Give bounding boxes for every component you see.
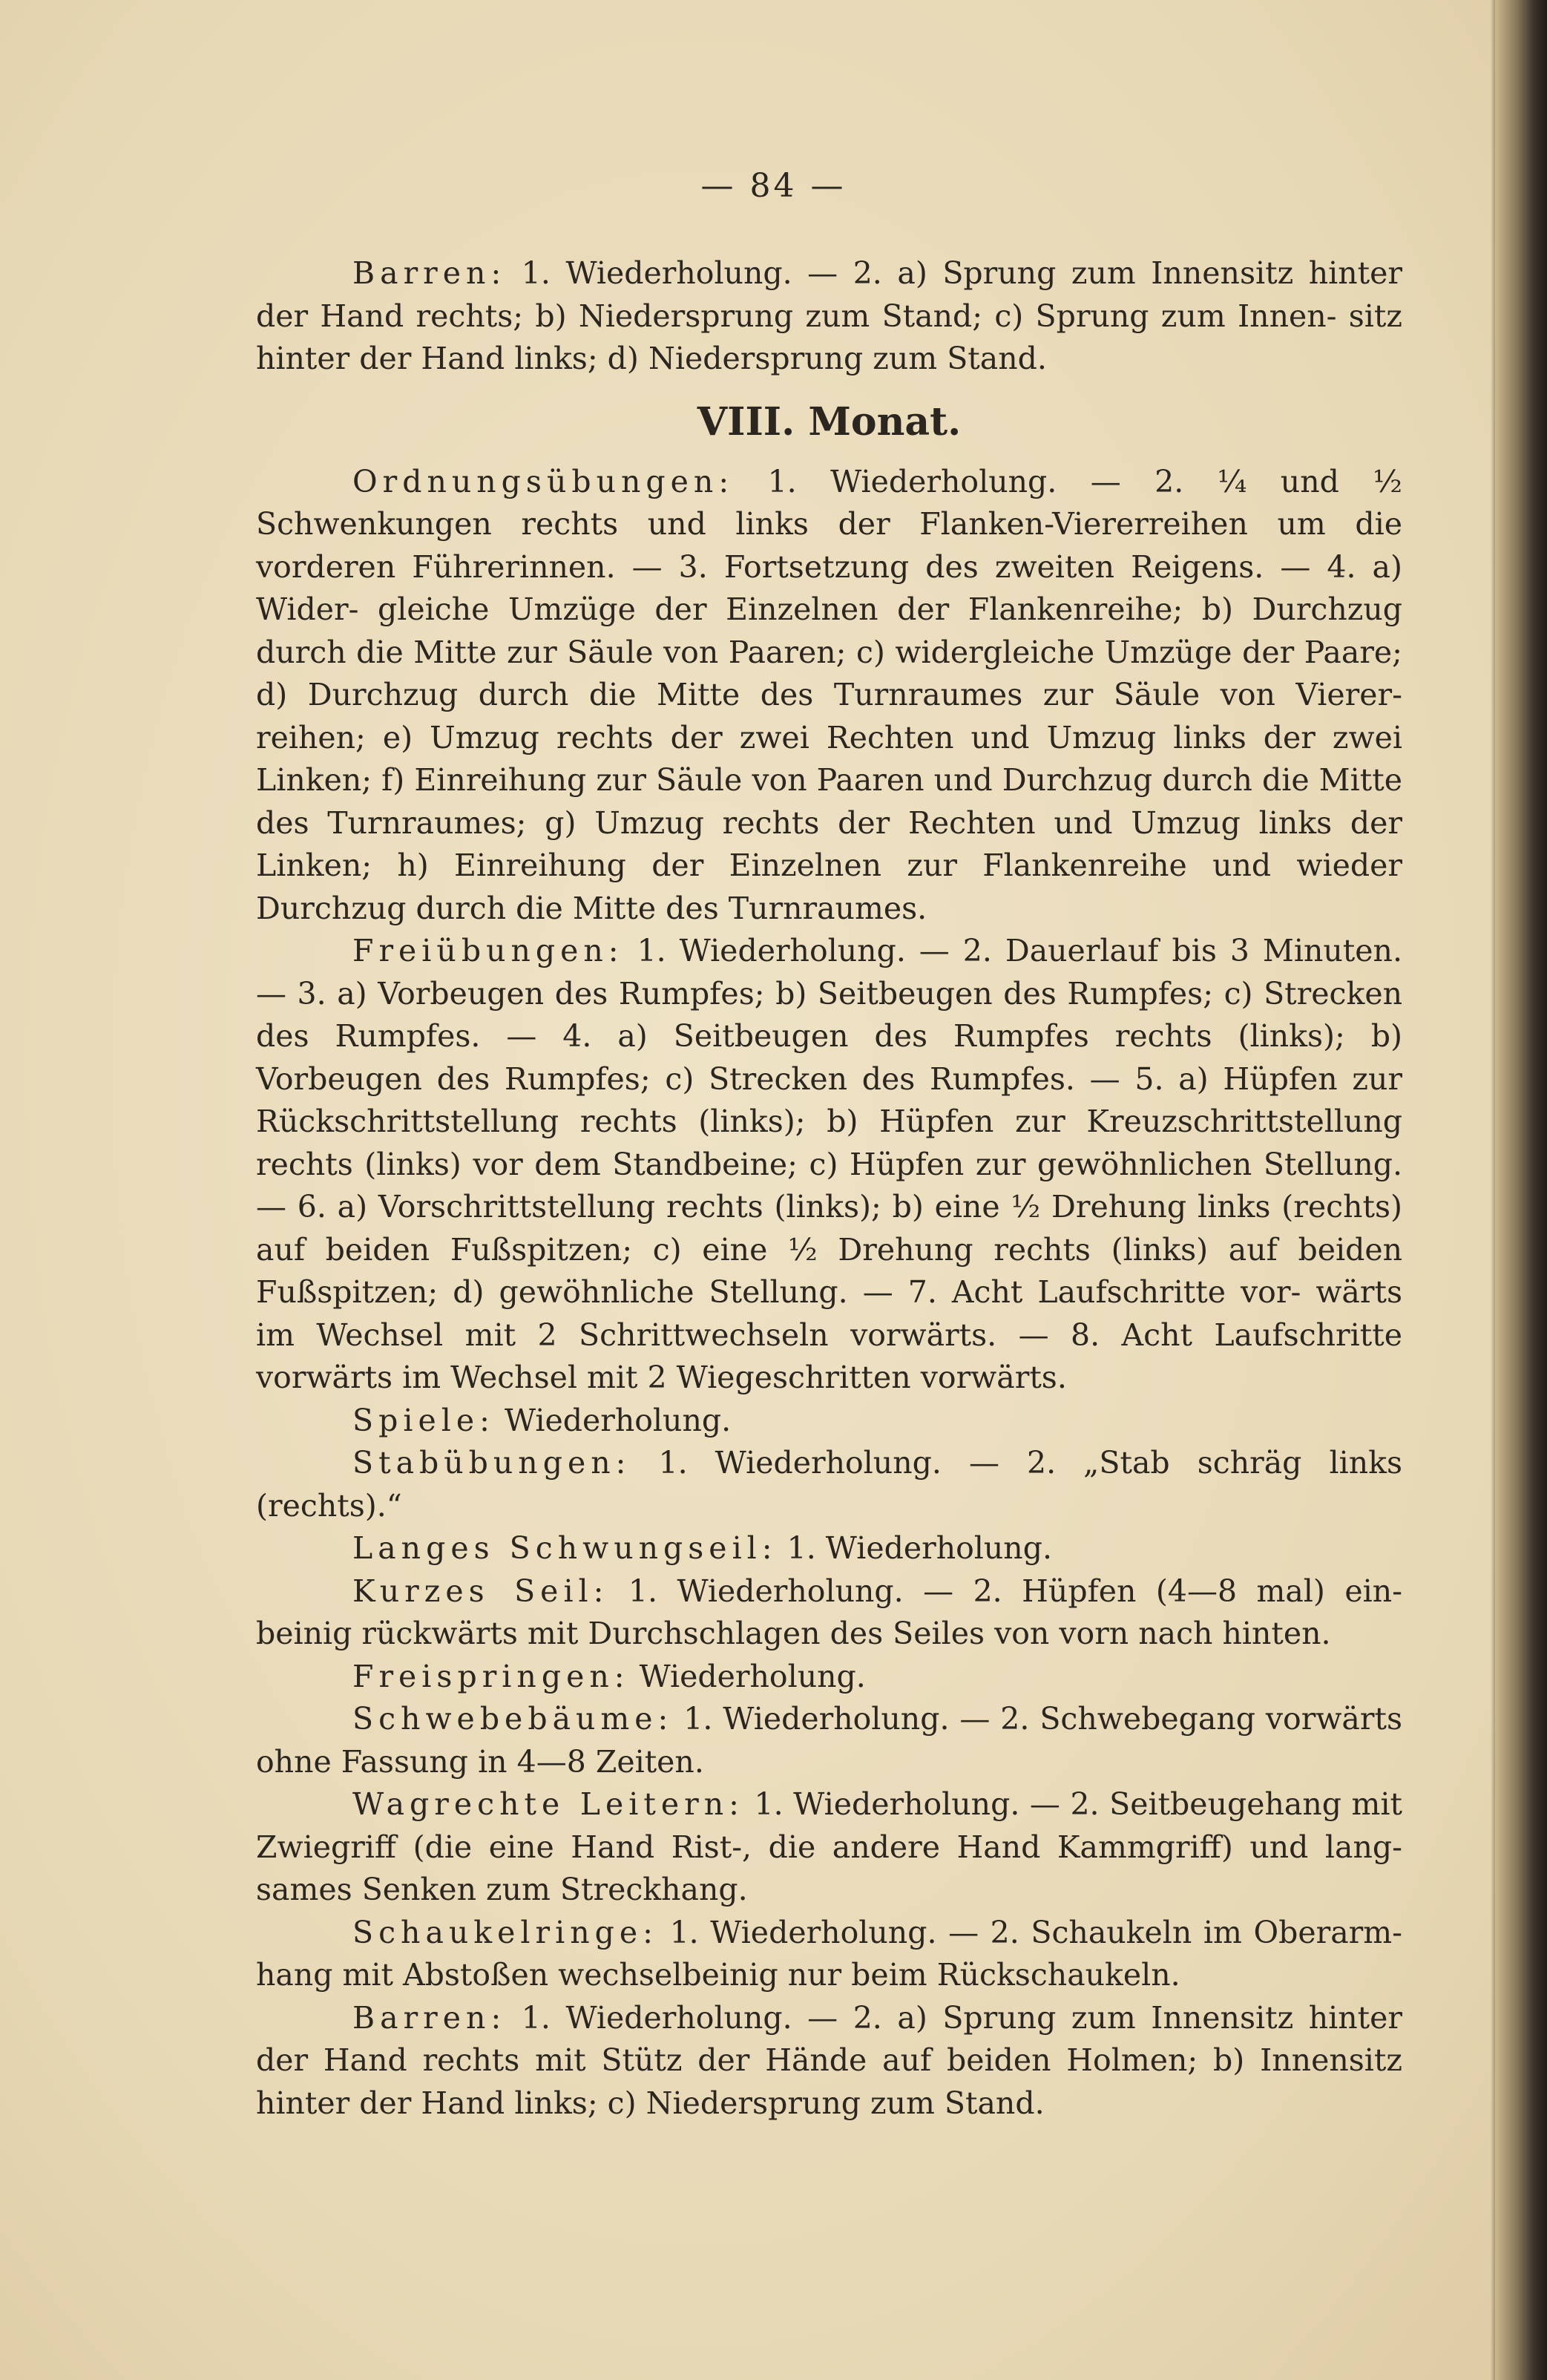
paragraph-text: 1. Wiederholung. — 2. Schaukeln im Oberarm- hang mit Abstoßen wechselbeinig nur beim Rückschaukeln. [256,1914,1402,1993]
paragraph-schwebebaeume [256,1698,1402,1783]
paragraph-label: Stabübungen: [352,1445,631,1481]
paragraph-spiele [256,1400,1402,1443]
page-body [256,252,1402,2125]
paragraph-text: 1. Wiederholung. — 2. ¼ und ½ Schwenkungen rechts und links der Flanken-Viererreihen um die vorderen Führerinnen. — 3. Fortsetzung des zweiten Reigens. — 4. a) Wider- gleiche Umzüge der Einzelnen der Flankenreihe; b) Durchzug durch die Mitte zur Säule von Paaren; c) widergleiche Umzüge der Paare; d) Durchzug durch die Mitte des Turnraumes zur Säule von Vierer- reihen; e) Umzug rechts der zwei Rechten und Umzug links der zwei Linken; f) Einreihung zur Säule von Paaren und Durchzug durch die Mitte des Turnraumes; g) Umzug rechts der Rechten und Umzug links der Linken; h) Einreihung der Einzelnen zur Flankenreihe und wieder Durchzug durch die Mitte des Turnraumes. [256,463,1402,926]
paragraph-label: Barren: [352,255,507,291]
paragraph-text: 1. Wiederholung. — 2. a) Sprung zum Innensitz hinter der Hand rechts; b) Niedersprung zum Stand; c) Sprung zum Innen- sitz hinter der Hand links; d) Niedersprung zum Stand. [256,255,1402,376]
paragraph-label: Wagrechte Leitern: [352,1786,744,1822]
paragraph-label: Barren: [352,1999,507,2036]
paragraph-freispringen [256,1656,1402,1699]
paragraph-ordnungsuebungen [256,461,1402,931]
paragraph-label: Ordnungsübungen: [352,463,735,499]
paragraph-text: 1. Wiederholung. — 2. a) Sprung zum Innensitz hinter der Hand rechts mit Stütz der Hände auf beiden Holmen; b) Innensitz hinter der Hand links; c) Niedersprung zum Stand. [256,1999,1402,2121]
paragraph-barren-top [256,252,1402,381]
page-number: — 84 — [700,167,847,205]
paragraph-text: 1. Wiederholung. — 2. Dauerlauf bis 3 Minuten. — 3. a) Vorbeugen des Rumpfes; b) Seitbeugen des Rumpfes; c) Strecken des Rumpfes. — 4. a) Seitbeugen des Rumpfes rechts (links); b) Vorbeugen des Rumpfes; c) Strecken des Rumpfes. — 5. a) Hüpfen zur Rückschrittstellung rechts (links); b) Hüpfen zur Kreuzschrittstellung rechts (links) vor dem Standbeine; c) Hüpfen zur gewöhnlichen Stellung. — 6. a) Vorschrittstellung rechts (links); b) eine ½ Drehung links (rechts) auf beiden Fußspitzen; c) eine ½ Drehung rechts (links) auf beiden Fußspitzen; d) gewöhnliche Stellung. — 7. Acht Laufschritte vor- wärts im Wechsel mit 2 Schrittwechseln vorwärts. — 8. Acht Laufschritte vorwärts im Wechsel mit 2 Wiegeschritten vorwärts. [256,933,1402,1395]
book-spine [1495,0,1547,2380]
paragraph-text: Wiederholung. [629,1658,866,1694]
section-heading: VIII. Monat. [697,399,962,445]
paragraph-text: 1. Wiederholung. — 2. Hüpfen (4—8 mal) ein- beinig rückwärts mit Durchschlagen des Seiles von vorn nach hinten. [256,1573,1402,1651]
paragraph-label: Langes Schwungseil: [352,1530,778,1566]
paragraph-langes-schwungseil [256,1527,1402,1570]
paragraph-label: Schwebebäume: [352,1701,674,1737]
paragraph-barren [256,1997,1402,2125]
paragraph-label: Spiele: [352,1402,495,1438]
paragraph-schaukelringe [256,1912,1402,1997]
paragraph-label: Freiübungen: [352,933,624,968]
paragraph-stabuebungen [256,1442,1402,1527]
paragraph-kurzes-seil [256,1570,1402,1656]
paragraph-text: 1. Wiederholung. — 2. Schwebegang vorwärts ohne Fassung in 4—8 Zeiten. [256,1701,1402,1780]
paragraph-text: Wiederholung. [494,1402,732,1438]
paragraph-wagrechte-leitern [256,1783,1402,1912]
paragraph-text: 1. Wiederholung. — 2. „Stab schräg links (rechts).“ [256,1445,1402,1524]
paragraph-label: Schaukelringe: [352,1914,658,1950]
paragraph-label: Kurzes Seil: [352,1573,609,1609]
paragraph-freiuebungen [256,930,1402,1400]
paragraph-text: 1. Wiederholung. [777,1530,1052,1566]
paragraph-text: 1. Wiederholung. — 2. Seitbeugehang mit Zwiegriff (die eine Hand Rist-, die andere Hand Kammgriff) und lang- sames Senken zum Streckhang. [256,1786,1402,1907]
paragraph-label: Freispringen: [352,1658,630,1694]
